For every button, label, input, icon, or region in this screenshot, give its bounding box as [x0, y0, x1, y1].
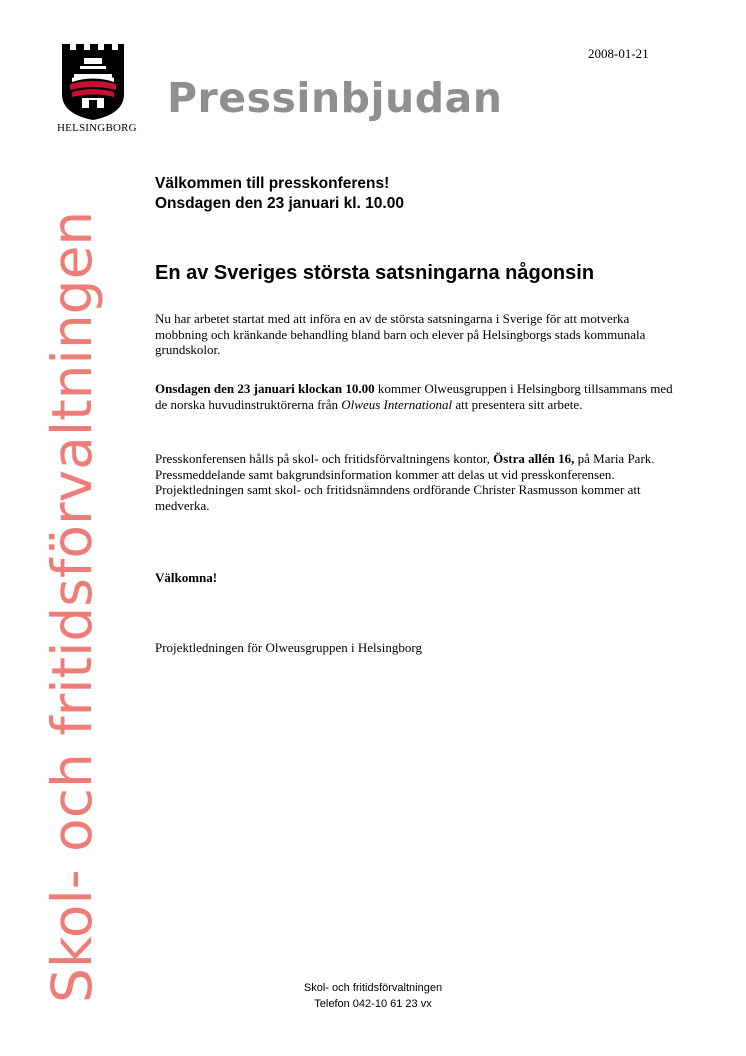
helsingborg-logo	[57, 42, 137, 136]
headline: En av Sveriges största satsningarna någonsin	[155, 262, 595, 284]
welcome-line-1: Välkommen till presskonferens!	[155, 175, 390, 192]
paragraph-date-bold: Onsdagen den 23 januari klockan 10.00	[155, 381, 375, 396]
paragraph-location	[155, 451, 685, 513]
signature: Projektledningen för Olweusgruppen i Helsingborg	[155, 640, 422, 655]
greeting: Välkomna!	[155, 570, 218, 585]
footer-line-2: Telefon 042-10 61 23 vx	[314, 998, 432, 1010]
page-title: Pressinbjudan	[167, 74, 503, 122]
paragraph-location-bold: Östra allén 16,	[493, 451, 575, 466]
welcome-block	[155, 174, 404, 214]
paragraph-date-italic: Olweus International	[341, 396, 453, 412]
document-date: 2008-01-21	[588, 46, 649, 61]
sidebar-department-text: Skol- och fritidsförvaltningen	[40, 210, 104, 1003]
paragraph-intro: Nu har arbetet startat med att införa en av de största satsningarna i Sverige för att motverka mobbning och kränkande behandling bland barn och elever på Helsingborgs stads kommunala grundskolor.	[155, 311, 646, 357]
footer-line-1: Skol- och fritidsförvaltningen	[303, 982, 443, 994]
logo-caption: HELSINGBORG	[57, 122, 137, 134]
paragraph-date-text1: kommer Olweusgruppen i Helsingborg tillsammans med de norska huvudinstruktörerna från	[155, 381, 673, 412]
welcome-line-2: Onsdagen den 23 januari kl. 10.00	[155, 195, 404, 212]
paragraph-date	[155, 381, 685, 412]
paragraph-date-text2: att presentera sitt arbete.	[452, 396, 583, 412]
footer	[230, 980, 516, 1012]
helsingborg-coat-of-arms-icon	[60, 42, 126, 122]
paragraph-location-text1: Presskonferensen hålls på skol- och fritidsförvaltningens kontor,	[155, 451, 494, 466]
paragraph-location-text2: på Maria Park. Pressmeddelande samt bakgrundsinformation kommer att delas ut vid presskonferensen. Projektledningen samt skol- och fritidsnämndens ordförande Christer Rasmusson kommer att medverka.	[155, 451, 655, 513]
